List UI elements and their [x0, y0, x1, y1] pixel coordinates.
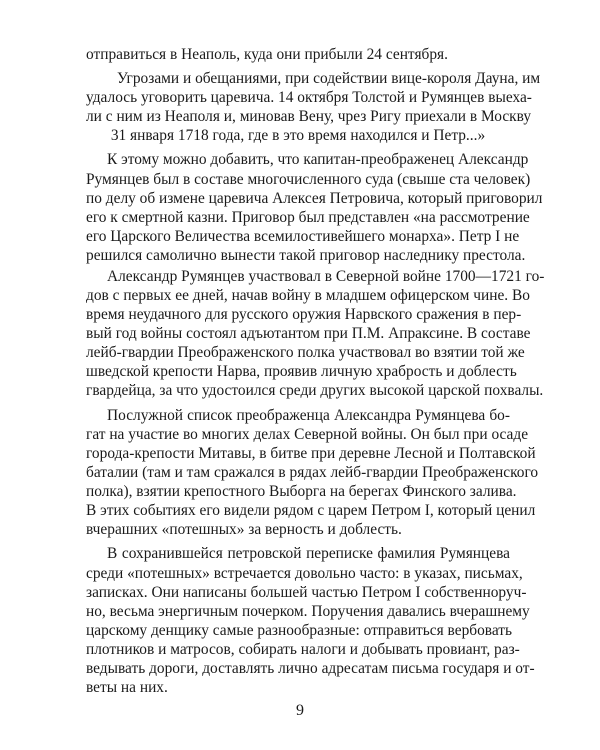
- text-line: но, весьма энергичным почерком. Поручения давались вчерашнему: [86, 603, 530, 620]
- text-line: среди «потешных» встречается довольно часто: в указах, письмах,: [86, 565, 523, 582]
- text-line: Послужной список преображенца Александра Румянцева бо-: [107, 407, 510, 424]
- page-number: 9: [296, 702, 304, 719]
- text-line: вый год войны состоял адъютантом при П.М. Апраксине. В составе: [86, 325, 531, 342]
- text-line: гвардейца, за что удостоился среди других высокой царской похвалы.: [86, 382, 544, 399]
- text-line: ли с ним из Неаполя и, миновав Вену, чрез Ригу приехали в Москву: [86, 108, 532, 125]
- text-line: его к смертной казни. Приговор был представлен «на рассмотрение: [86, 209, 530, 226]
- text-line: отправиться в Неаполь, куда они прибыли 24 сентября.: [86, 46, 448, 63]
- text-line: К этому можно добавить, что капитан-преображенец Александр: [107, 151, 529, 168]
- text-line: лейб-гвардии Преображенского полка участвовал во взятии той же: [86, 344, 525, 361]
- text-line: его Царского Величества всемилостивейшего монарха». Петр I не: [86, 228, 520, 245]
- text-line: Румянцев был в составе многочисленного суда (свыше ста человек): [86, 171, 531, 188]
- text-line: дов с первых ее дней, начав войну в младшем офицерском чине. Во: [86, 287, 530, 304]
- text-line: В сохранившейся петровской переписке фамилия Румянцева: [107, 545, 510, 562]
- text-line: решился самолично вынести такой приговор наследнику престола.: [86, 247, 526, 264]
- text-line: полка), взятии крепостного Выборга на берегах Финского залива.: [86, 483, 517, 500]
- text-line: вчерашних «потешных» за верность и доблесть.: [86, 521, 402, 538]
- text-line: Александр Румянцев участвовал в Северной войне 1700—1721 го-: [107, 268, 545, 285]
- text-line: В этих событиях его видели рядом с царем Петром I, который ценил: [86, 502, 536, 519]
- text-line: удалось уговорить царевича. 14 октября Толстой и Румянцев выеха-: [86, 89, 532, 106]
- text-line: царскому денщику самые разнообразные: отправиться вербовать: [86, 622, 513, 639]
- text-line: плотников и матросов, собирать налоги и добывать провиант, раз-: [86, 641, 520, 658]
- text-line: города-крепости Митавы, в битве при деревне Лесной и Полтавской: [86, 445, 536, 462]
- text-line: по делу об измене царевича Алексея Петровича, который приговорил: [86, 190, 543, 207]
- text-line: гат на участие во многих делах Северной войны. Он был при осаде: [86, 426, 529, 443]
- text-line: записках. Они написаны большей частью Петром I собственноруч-: [86, 584, 527, 601]
- text-line: баталии (там и там сражался в рядах лейб-гвардии Преображенского: [86, 464, 539, 481]
- text-line: Угрозами и обещаниями, при содействии вице-короля Дауна, им: [117, 70, 541, 87]
- text-line: веты на них.: [86, 679, 168, 696]
- text-line: 31 января 1718 года, где в это время находился и Петр...»: [110, 127, 486, 144]
- text-line: время неудачного для русского оружия Нарвского сражения в пер-: [86, 306, 522, 323]
- text-line: шведской крепости Нарва, проявив личную храбрость и доблесть: [86, 363, 517, 380]
- text-line: ведывать дороги, доставлять лично адресатам письма государя и от-: [86, 660, 535, 677]
